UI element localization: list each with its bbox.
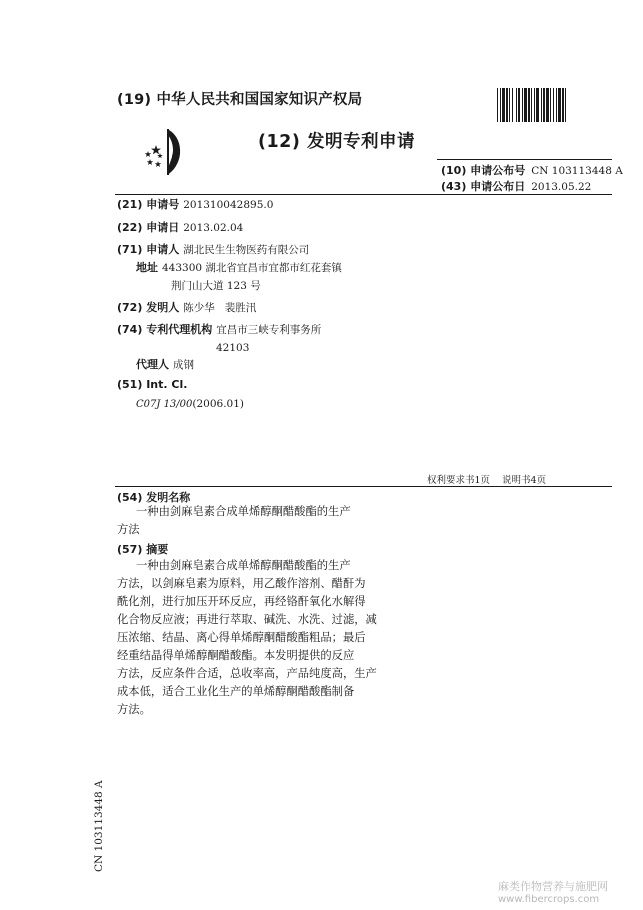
inventor-names: 陈少华 裴胜汛: [183, 302, 257, 314]
agency-label: (74) 专利代理机构: [117, 323, 213, 336]
publication-date-label: (43) 申请公布日: [441, 180, 526, 193]
publication-date: 2013.05.22: [531, 181, 592, 193]
abstract-line: 方法。: [117, 703, 151, 716]
publication-date-row: [441, 178, 591, 194]
barcode-image: [497, 88, 610, 122]
application-date-label: (22) 申请日: [117, 221, 180, 234]
address-label: 地址: [136, 261, 158, 274]
watermark-site-name: 麻类作物营养与施肥网: [498, 880, 608, 893]
description-page-count: 说明书4页: [502, 475, 547, 486]
cnipa-emblem-logo: [140, 127, 192, 177]
abstract-line: 经重结晶得单烯醇酮醋酸酯。本发明提供的反应: [117, 649, 355, 662]
abstract-line: 成本低，适合工业化生产的单烯醇酮醋酸酯制备: [117, 685, 355, 698]
ipc-label: (51) Int. Cl.: [117, 378, 188, 391]
agency-code: 42103: [216, 342, 250, 354]
application-number: 201310042895.0: [183, 199, 274, 211]
abstract-line: 方法，反应条件合适，总收率高，产品纯度高，生产: [117, 667, 377, 680]
abstract-line: 酰化剂，进行加压开环反应，再经铬酐氧化水解得: [117, 595, 366, 608]
document-type-title: (12) 发明专利申请: [258, 132, 415, 152]
agent-row: [136, 357, 194, 373]
side-publication-number: [92, 762, 106, 872]
address-line-2: 荆门山大道 123 号: [171, 280, 261, 292]
website-watermark: [498, 880, 608, 906]
watermark-url: www.fibercrops.com: [498, 894, 600, 905]
abstract-label-row: [117, 542, 168, 557]
publication-number-label: (10) 申请公布号: [441, 164, 526, 177]
agency-row: [117, 322, 321, 338]
abstract-line: 方法，以剑麻皂素为原料，用乙酸作溶剂、醋酐为: [117, 577, 366, 590]
ipc-code: C07J 13/00: [136, 399, 193, 410]
publication-number: CN 103113448 A: [531, 165, 623, 177]
issuing-office: (19) 中华人民共和国国家知识产权局: [117, 92, 363, 108]
agent-label: 代理人: [136, 358, 169, 371]
address-line-1: 443300 湖北省宜昌市宜都市红花套镇: [162, 262, 342, 274]
inventor-label: (72) 发明人: [117, 301, 180, 314]
abstract-line: 压浓缩、结晶、离心得单烯醇酮醋酸酯粗品；最后: [117, 631, 366, 644]
application-date-row: [117, 220, 243, 236]
invention-title-line-1: 一种由剑麻皂素合成单烯醇酮醋酸酯的生产: [136, 505, 351, 518]
ipc-version: (2006.01): [192, 398, 245, 410]
applicant-label: (71) 申请人: [117, 243, 180, 256]
address-continuation-row: [167, 278, 261, 294]
ipc-classification-row: [136, 396, 244, 412]
header-separator-rule: [115, 194, 612, 195]
publication-number-row: [441, 162, 623, 178]
invention-title-label: (54) 发明名称: [117, 491, 191, 504]
application-number-row: [117, 197, 273, 213]
claims-page-count: 权利要求书1页: [427, 475, 491, 486]
abstract-line: 一种由剑麻皂素合成单烯醇酮醋酸酯的生产: [136, 559, 351, 572]
publication-top-rule: [437, 159, 612, 160]
inventor-row: [117, 300, 256, 316]
address-row: [136, 260, 342, 276]
applicant-name: 湖北民生生物医药有限公司: [183, 244, 310, 256]
page-counts: [427, 472, 546, 486]
application-date: 2013.02.04: [183, 222, 244, 234]
agency-name: 宜昌市三峡专利事务所: [216, 324, 322, 336]
abstract-label: (57) 摘要: [117, 543, 169, 556]
ipc-label-row: [117, 377, 187, 392]
application-number-label: (21) 申请号: [117, 198, 180, 211]
side-publication-number-text: CN 103113448 A: [93, 780, 105, 872]
agent-name: 成钢: [173, 359, 194, 371]
agency-code-row: [212, 340, 249, 356]
abstract-line: 化合物反应液；再进行萃取、碱洗、水洗、过滤，减: [117, 613, 377, 626]
invention-title-line-2: 方法: [117, 523, 140, 536]
applicant-row: [117, 242, 309, 258]
page-count-rule: [115, 486, 612, 487]
